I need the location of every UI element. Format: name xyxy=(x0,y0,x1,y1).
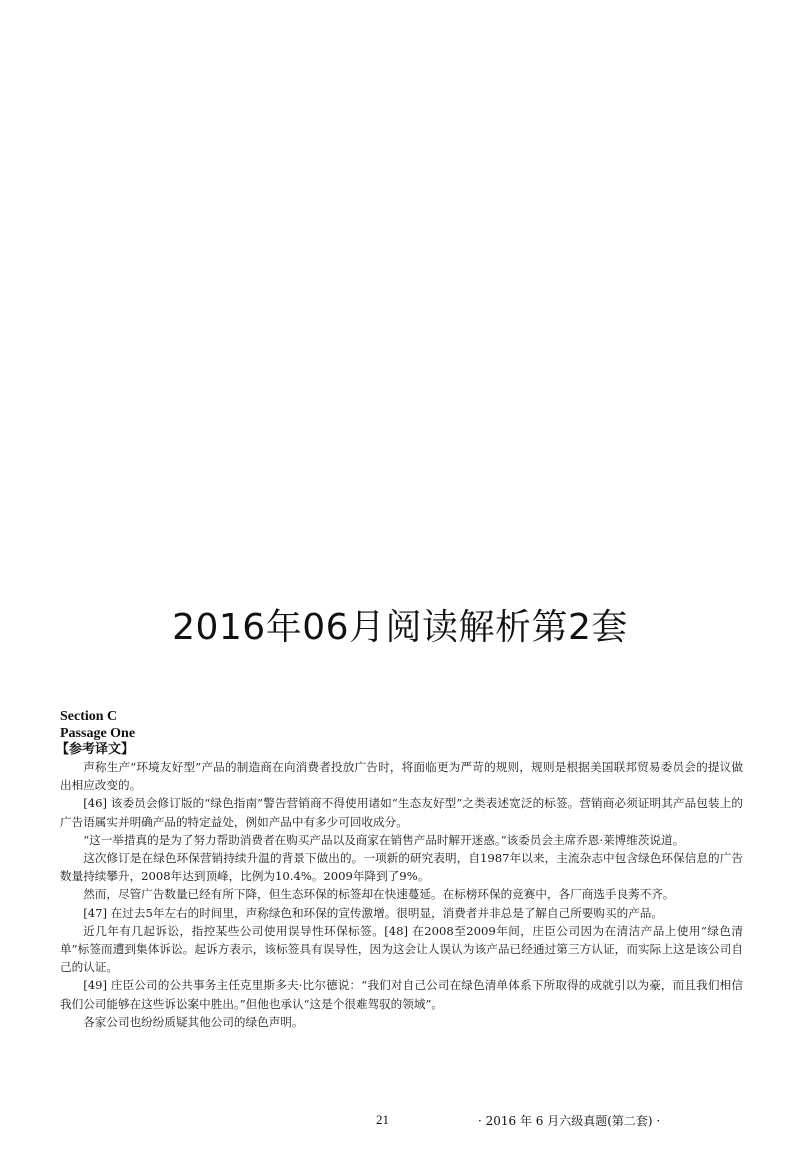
reference-translation-label: 【参考译文】 xyxy=(56,742,135,757)
paragraph: [49] 庄臣公司的公共事务主任克里斯多夫·比尔德说：“我们对自己公司在绿色清单体系下所取得的成就引以为豪，而且我们相信我们公司能够在这些诉讼案中胜出。”但他也承认“这是个很难驾驭的领域”。 xyxy=(60,978,743,1011)
page-number: 21 xyxy=(376,1112,389,1127)
translation-body xyxy=(60,758,743,1031)
paragraph: [47] 在过去5年左右的时间里，声称绿色和环保的宣传激增。很明显，消费者并非总是了解自己所要购买的产品。 xyxy=(83,905,663,920)
running-footer-title: · 2016 年 6 月六级真题(第二套) · xyxy=(478,1114,661,1128)
section-heading: Section C xyxy=(60,709,118,724)
paragraph: 然而，尽管广告数量已经有所下降，但生态环保的标签却在快速蔓延。在标榜环保的竞赛中，各厂商选手良莠不齐。 xyxy=(83,887,675,902)
paragraph: “这一举措真的是为了努力帮助消费者在购买产品以及商家在销售产品时解开迷惑。”该委员会主席乔恩·莱博维茨说道。 xyxy=(83,832,685,847)
paragraph: 这次修订是在绿色环保营销持续升温的背景下做出的。一项新的研究表明，自1987年以来，主流杂志中包含绿色环保信息的广告数量持续攀升，2008年达到顶峰，比例为10.4%。2009年降到了9%。 xyxy=(60,851,743,884)
page-title: 2016年06月阅读解析第2套 xyxy=(172,607,628,648)
paragraph: [46] 该委员会修订版的“绿色指南”警告营销商不得使用诸如“生态友好型”之类表述宽泛的标签。营销商必须证明其产品包装上的广告语属实并明确产品的特定益处，例如产品中有多少可回收成分。 xyxy=(60,796,743,829)
paragraph: 各家公司也纷纷质疑其他公司的绿色声明。 xyxy=(83,1014,304,1029)
paragraph: 近几年有几起诉讼，指控某些公司使用误导性环保标签。[48] 在2008至2009年间，庄臣公司因为在清洁产品上使用“绿色清单”标签而遭到集体诉讼。起诉方表示，该标签具有误导性，因为这会让人误认为该产品已经通过第三方认证，而实际上这是该公司自己的认证。 xyxy=(60,923,743,975)
paragraph: 声称生产“环境友好型”产品的制造商在向消费者投放广告时，将面临更为严苛的规则，规则是根据美国联邦贸易委员会的提议做出相应改变的。 xyxy=(60,760,743,793)
passage-heading: Passage One xyxy=(60,726,136,741)
